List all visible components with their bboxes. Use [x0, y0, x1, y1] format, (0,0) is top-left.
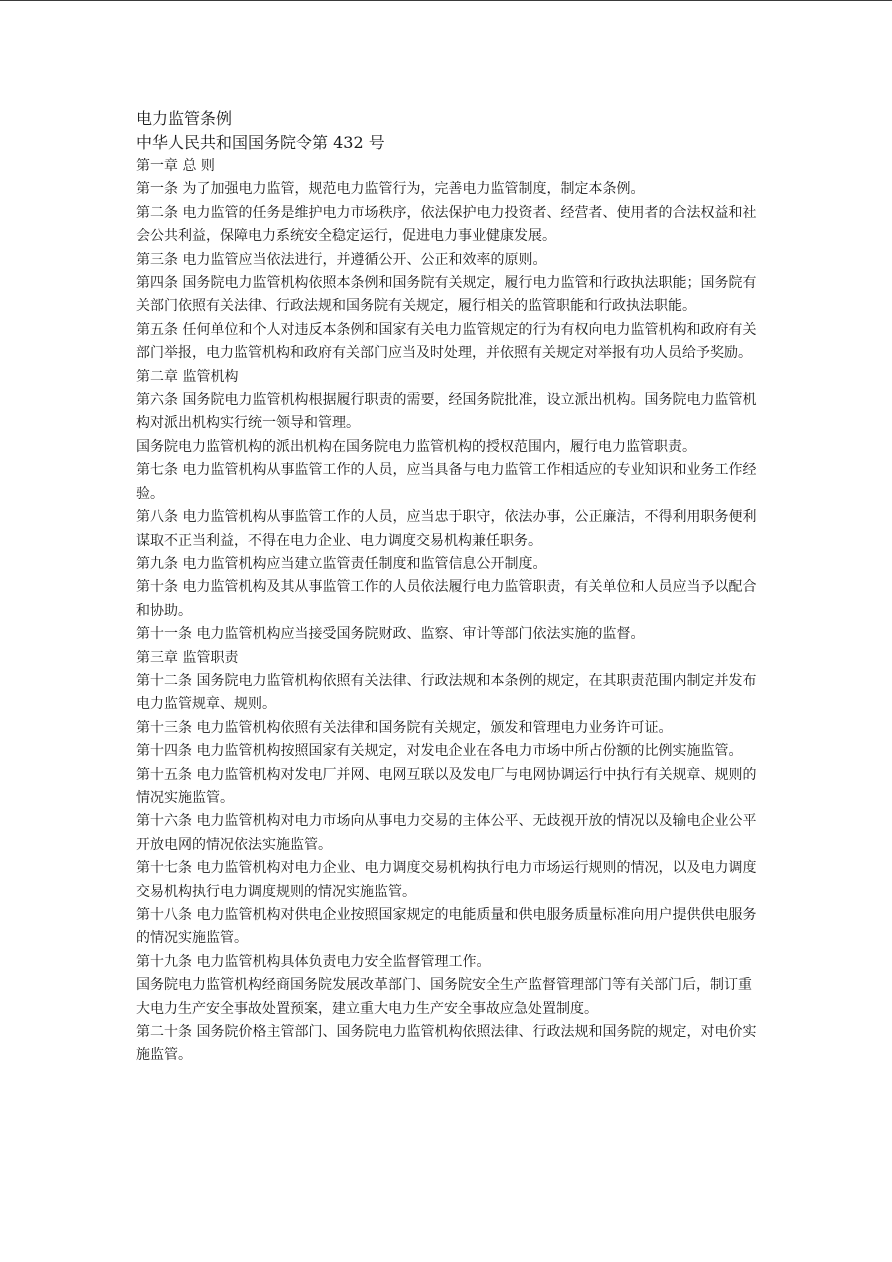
article-paragraph: 第二十条 国务院价格主管部门、国务院电力监管机构依照法律、行政法规和国务院的规定，对电价实施监管。 [136, 1024, 757, 1064]
chapter-heading: 第二章 监管机构 [136, 368, 239, 385]
article-paragraph: 第十三条 电力监管机构依照有关法律和国务院有关规定，颁发和管理电力业务许可证。 [136, 719, 673, 736]
article-paragraph: 第七条 电力监管机构从事监管工作的人员，应当具备与电力监管工作相适应的专业知识和业务工作经验。 [136, 462, 757, 502]
article-paragraph: 第十五条 电力监管机构对发电厂并网、电网互联以及发电厂与电网协调运行中执行有关规章、规则的情况实施监管。 [136, 766, 757, 806]
article-paragraph: 第六条 国务院电力监管机构根据履行职责的需要，经国务院批准，设立派出机构。国务院电力监管机构对派出机构实行统一领导和管理。 [136, 392, 757, 432]
article-paragraph: 第十四条 电力监管机构按照国家有关规定，对发电企业在各电力市场中所占份额的比例实施监管。 [136, 743, 743, 760]
article-paragraph: 第十九条 电力监管机构具体负责电力安全监督管理工作。 [136, 953, 491, 970]
article-paragraph: 第十七条 电力监管机构对电力企业、电力调度交易机构执行电力市场运行规则的情况，以及电力调度交易机构执行电力调度规则的情况实施监管。 [136, 860, 757, 900]
document-title: 电力监管条例 [136, 109, 233, 128]
article-paragraph: 第十六条 电力监管机构对电力市场向从事电力交易的主体公平、无歧视开放的情况以及输电企业公平开放电网的情况依法实施监管。 [136, 813, 757, 853]
article-paragraph: 第五条 任何单位和个人对违反本条例和国家有关电力监管规定的行为有权向电力监管机构和政府有关部门举报，电力监管机构和政府有关部门应当及时处理，并依照有关规定对举报有功人员给予奖励。 [136, 321, 757, 362]
article-paragraph: 第十二条 国务院电力监管机构依照有关法律、行政法规和本条例的规定，在其职责范围内制定并发布电力监管规章、规则。 [136, 672, 757, 713]
decree-number: 中华人民共和国国务院令第 432 号 [136, 133, 385, 152]
article-paragraph: 第三条 电力监管应当依法进行，并遵循公开、公正和效率的原则。 [136, 251, 547, 268]
article-paragraph: 第八条 电力监管机构从事监管工作的人员，应当忠于职守，依法办事，公正廉洁，不得利用职务便利谋取不正当利益，不得在电力企业、电力调度交易机构兼任职务。 [136, 509, 757, 549]
article-paragraph: 第十一条 电力监管机构应当接受国务院财政、监察、审计等部门依法实施的监督。 [136, 626, 645, 643]
article-paragraph: 第十条 电力监管机构及其从事监管工作的人员依法履行电力监管职责，有关单位和人员应当予以配合和协助。 [136, 579, 757, 619]
article-paragraph: 国务院电力监管机构经商国务院发展改革部门、国务院安全生产监督管理部门等有关部门后，制订重大电力生产安全事故处置预案，建立重大电力生产安全事故应急处置制度。 [136, 977, 752, 1017]
article-paragraph: 第一条 为了加强电力监管，规范电力监管行为，完善电力监管制度，制定本条例。 [136, 181, 645, 198]
top-border-line [0, 0, 892, 1]
article-paragraph: 第十八条 电力监管机构对供电企业按照国家规定的电能质量和供电服务质量标准向用户提供供电服务的情况实施监管。 [136, 907, 757, 947]
chapter-heading: 第一章 总 则 [136, 158, 215, 174]
article-paragraph: 第二条 电力监管的任务是维护电力市场秩序，依法保护电力投资者、经营者、使用者的合法权益和社会公共利益，保障电力系统安全稳定运行，促进电力事业健康发展。 [136, 204, 757, 245]
article-paragraph: 第四条 国务院电力监管机构依照本条例和国务院有关规定，履行电力监管和行政执法职能；国务院有关部门依照有关法律、行政法规和国务院有关规定，履行相关的监管职能和行政执法职能。 [136, 275, 757, 315]
chapter-heading: 第三章 监管职责 [136, 649, 239, 666]
article-paragraph: 第九条 电力监管机构应当建立监管责任制度和监管信息公开制度。 [136, 555, 547, 572]
article-paragraph: 国务院电力监管机构的派出机构在国务院电力监管机构的授权范围内，履行电力监管职责。 [136, 438, 696, 455]
document-content [136, 155, 764, 1068]
document-body [136, 107, 764, 1068]
